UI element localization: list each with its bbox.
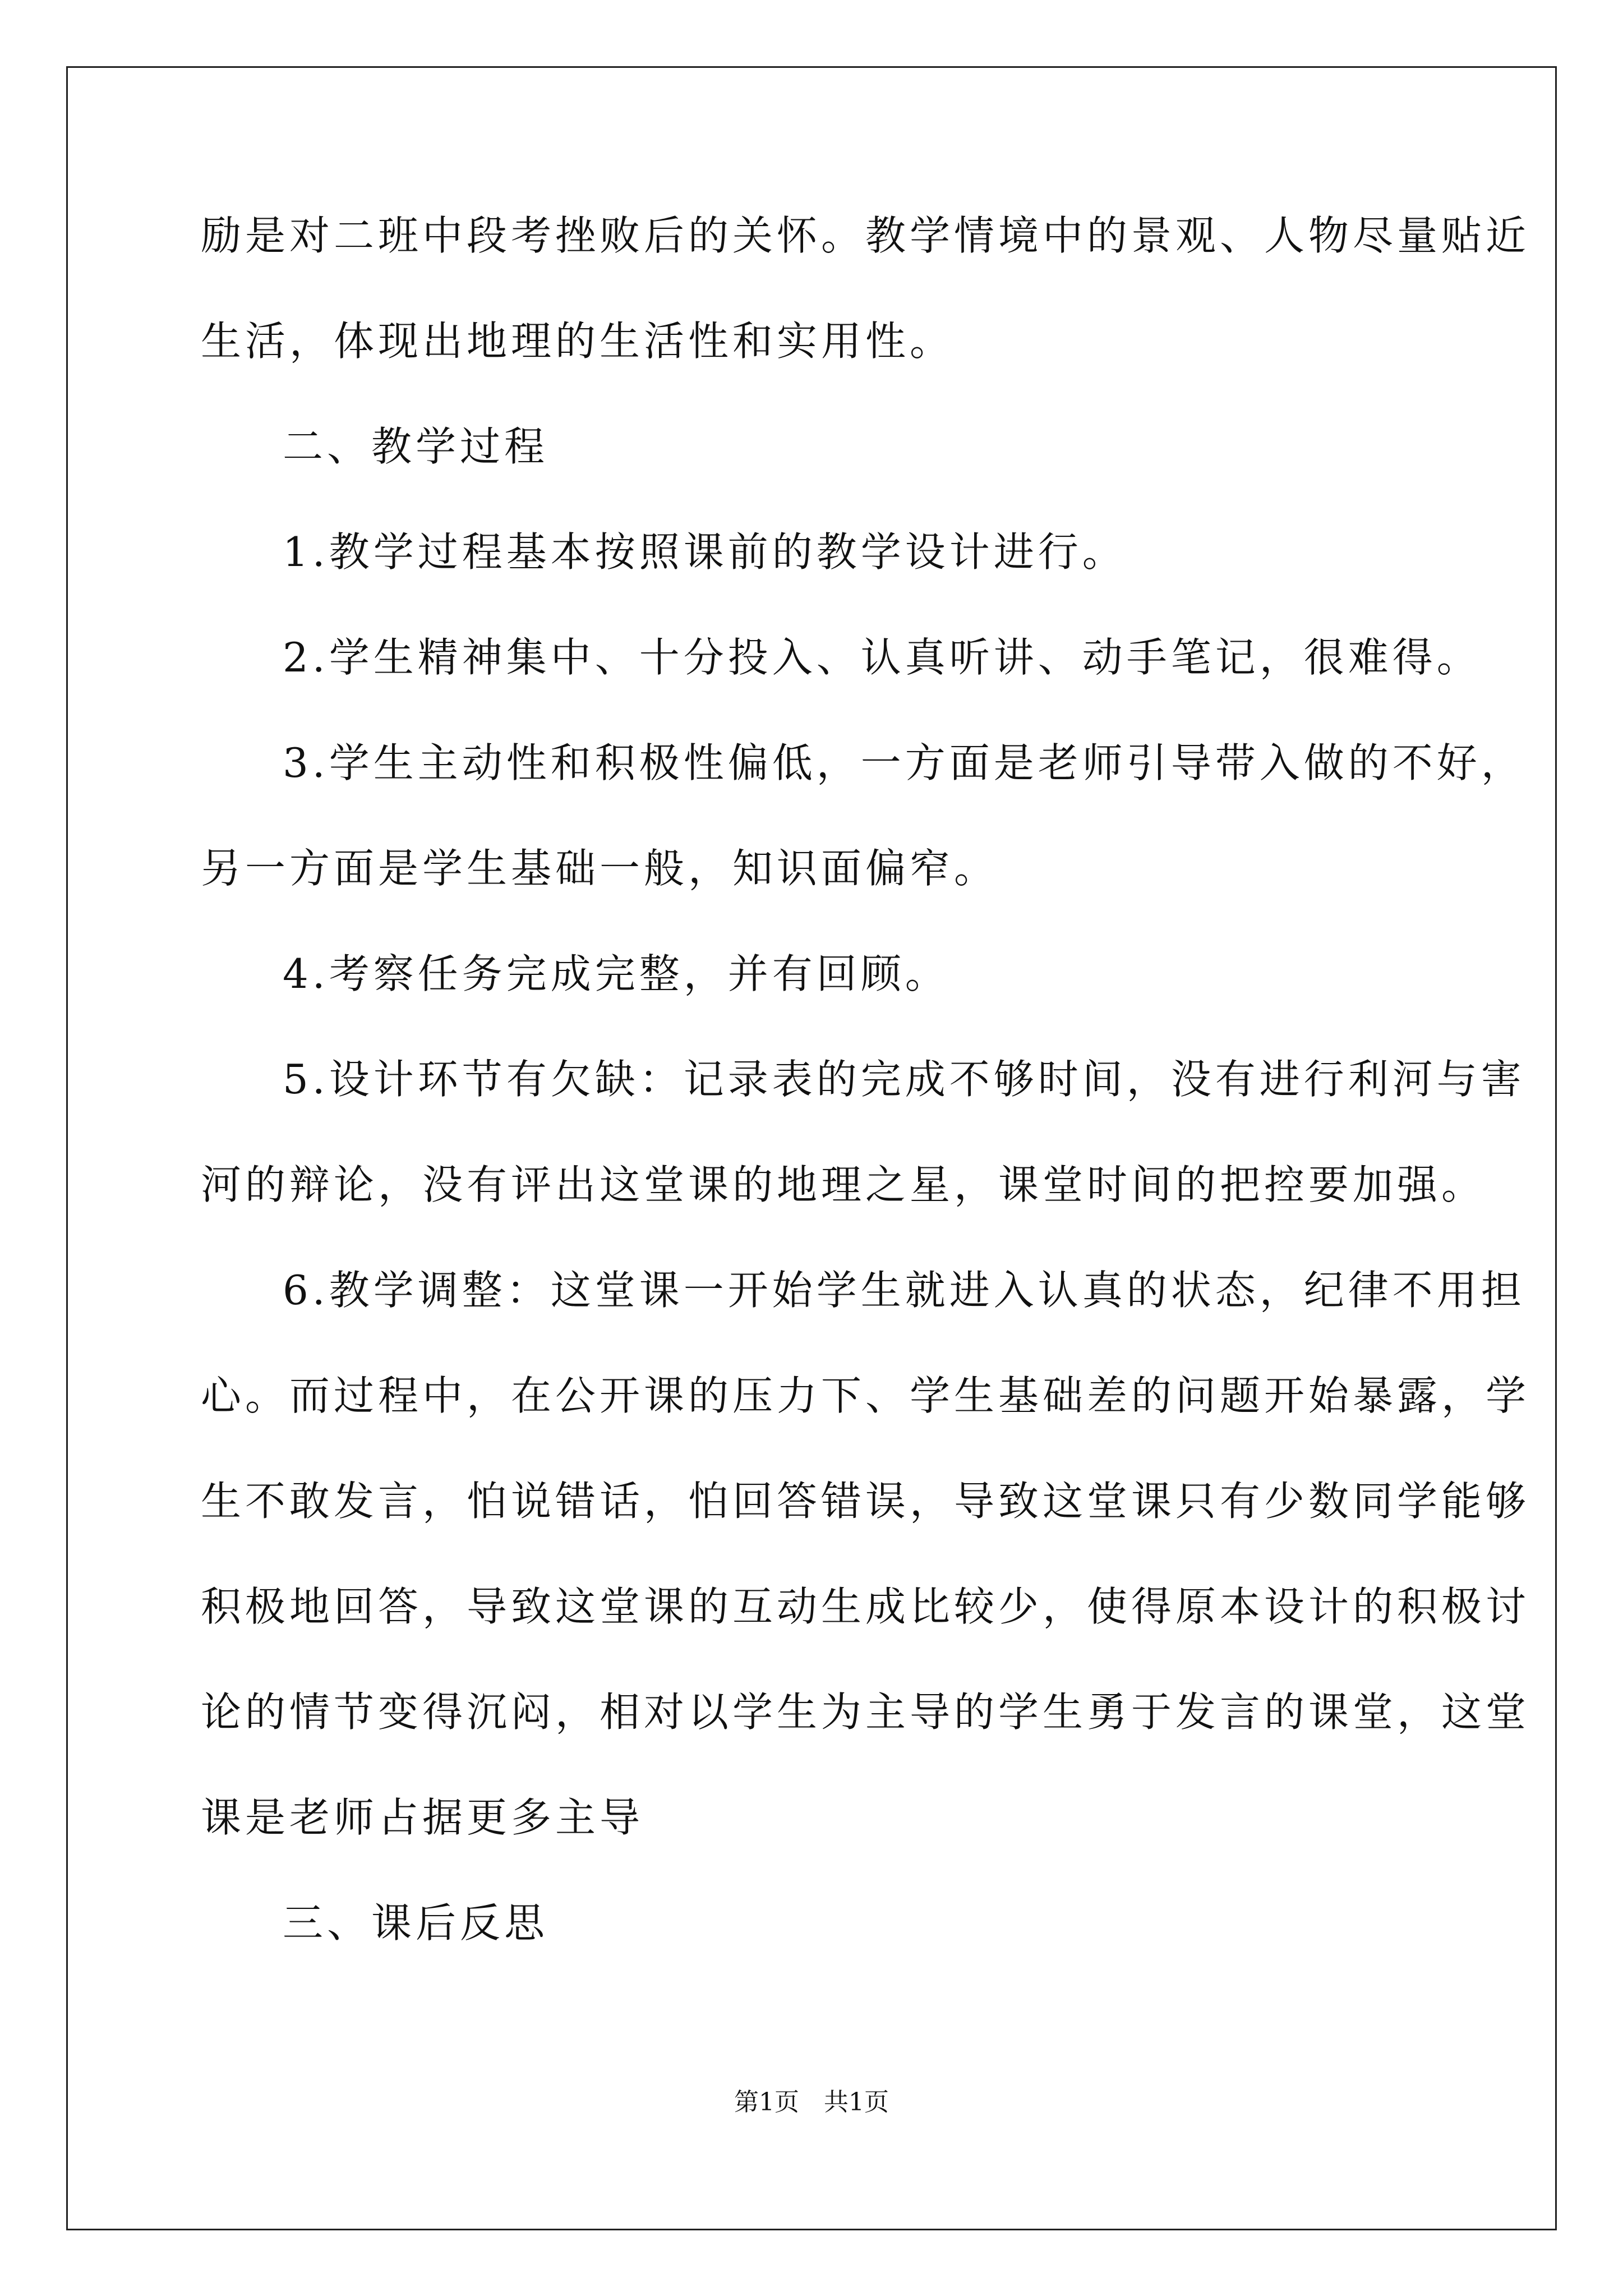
body-line: 积极地回答，导致这堂课的互动生成比较少，使得原本设计的积极讨 — [201, 1583, 1530, 1630]
list-item: 1.教学过程基本按照课前的教学设计进行。 — [283, 528, 1127, 576]
body-line: 河的辩论，没有评出这堂课的地理之星，课堂时间的把控要加强。 — [201, 1161, 1486, 1208]
list-item: 5.设计环节有欠缺：记录表的完成不够时间，没有进行利河与害 — [283, 1056, 1525, 1103]
body-line: 生不敢发言，怕说错话，怕回答错误，导致这堂课只有少数同学能够 — [201, 1478, 1530, 1525]
list-item: 3.学生主动性和积极性偏低，一方面是老师引导带入做的不好， — [283, 739, 1525, 786]
body-line: 论的情节变得沉闷，相对以学生为主导的学生勇于发言的课堂，这堂 — [201, 1688, 1530, 1736]
body-line: 课是老师占据更多主导 — [201, 1794, 644, 1841]
page-footer: 第1页 共1页 — [734, 2088, 889, 2116]
list-item: 2.学生精神集中、十分投入、认真听讲、动手笔记，很难得。 — [283, 634, 1481, 681]
body-line: 另一方面是学生基础一般，知识面偏窄。 — [201, 845, 999, 892]
section-heading: 三、课后反思 — [283, 1899, 549, 1947]
body-line: 励是对二班中段考挫败后的关怀。教学情境中的景观、人物尽量贴近 — [201, 212, 1530, 259]
list-item: 4.考察任务完成完整，并有回顾。 — [283, 950, 949, 997]
body-line: 生活，体现出地理的生活性和实用性。 — [201, 318, 955, 365]
section-heading: 二、教学过程 — [283, 423, 549, 470]
body-line: 心。而过程中，在公开课的压力下、学生基础差的问题开始暴露，学 — [201, 1372, 1530, 1419]
list-item: 6.教学调整：这堂课一开始学生就进入认真的状态，纪律不用担 — [283, 1267, 1525, 1314]
